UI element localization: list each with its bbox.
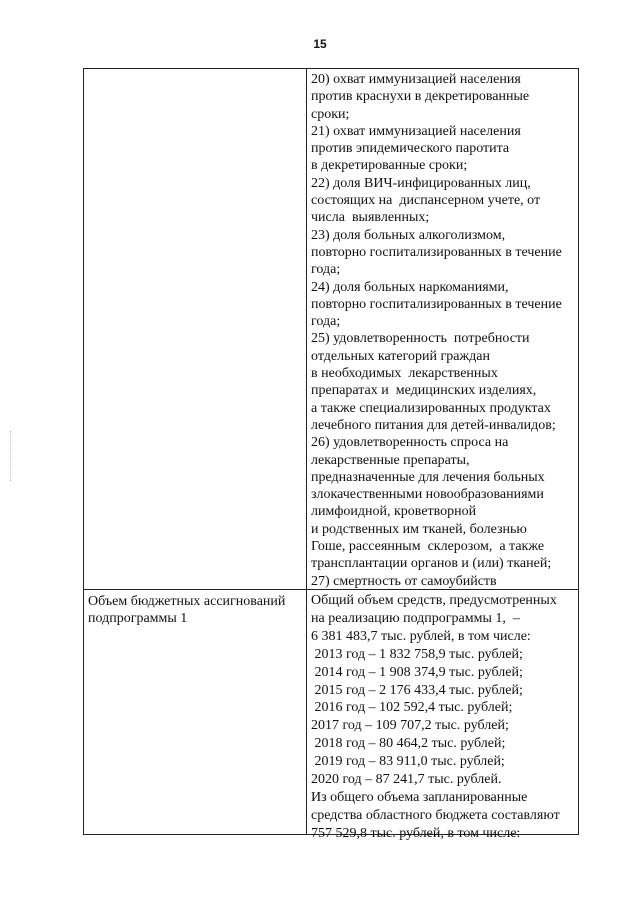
indicator-line: года; — [311, 314, 341, 330]
indicator-line: предназначенные для лечения больных — [311, 469, 545, 485]
indicator-line: 21) охват иммунизацией населения — [311, 123, 521, 139]
budget-value-line: на реализацию подпрограммы 1, – — [311, 610, 520, 626]
indicator-line: повторно госпитализированных в течение — [311, 244, 562, 260]
indicator-line: и родственных им тканей, болезнью — [311, 521, 527, 537]
indicator-line: состоящих на диспансерном учете, от — [311, 193, 541, 209]
indicator-line: трансплантации органов и (или) тканей; — [311, 556, 552, 572]
indicator-line: числа выявленных; — [311, 210, 430, 226]
table-cell-budget-values — [307, 590, 578, 841]
budget-value-line: средства областного бюджета составляют — [311, 807, 560, 823]
indicator-line: года; — [311, 262, 341, 278]
table-row-indicators — [84, 69, 578, 590]
budget-value-line: 6 381 483,7 тыс. рублей, в том числе: — [311, 628, 531, 644]
indicator-line: 20) охват иммунизацией населения — [311, 72, 521, 87]
indicator-line: 27) смертность от самоубийств — [311, 573, 497, 589]
table-cell-empty-label — [84, 69, 307, 589]
indicator-line: 24) доля больных наркоманиями, — [311, 279, 509, 295]
budget-value-line: 2020 год – 87 241,7 тыс. рублей. — [311, 772, 502, 788]
indicators-text — [311, 71, 562, 590]
budget-value-line: 2018 год – 80 464,2 тыс. рублей; — [311, 736, 506, 752]
budget-value-line: 2017 год – 109 707,2 тыс. рублей; — [311, 718, 509, 734]
indicator-line: злокачественными новообразованиями — [311, 487, 544, 503]
budget-value-line: Общий объем средств, предусмотренных — [311, 593, 557, 608]
program-passport-table — [83, 68, 579, 841]
table-cell-budget-label — [84, 590, 307, 834]
indicator-line: препаратах и медицинских изделиях, — [311, 383, 537, 399]
budget-value-line: Из общего объема запланированные — [311, 789, 528, 805]
budget-value-line: 2015 год – 2 176 433,4 тыс. рублей; — [311, 682, 523, 698]
scan-margin-mark — [10, 431, 13, 481]
indicator-line: а также специализированных продуктах — [311, 400, 551, 416]
indicator-line: сроки; — [311, 106, 350, 122]
budget-value-line: 2019 год – 83 911,0 тыс. рублей; — [311, 754, 505, 770]
indicator-line: отдельных категорий граждан — [311, 348, 490, 364]
indicator-line: Гоше, рассеянным склерозом, а также — [311, 539, 545, 555]
budget-value-line: 2014 год – 1 908 374,9 тыс. рублей; — [311, 664, 523, 680]
indicator-line: лимфоидной, кроветворной — [311, 504, 477, 520]
budget-values-text — [311, 592, 560, 843]
indicator-line: против эпидемического паротита — [311, 141, 510, 157]
page-number: 15 — [313, 37, 327, 51]
budget-label-line: подпрограммы 1 — [88, 611, 188, 626]
indicator-line: лекарственные препараты, — [311, 452, 470, 468]
indicator-line: 25) удовлетворенность потребности — [311, 331, 530, 347]
indicator-line: 23) доля больных алкоголизмом, — [311, 227, 506, 243]
indicator-line: 26) удовлетворенность спроса на — [311, 435, 509, 451]
indicator-line: повторно госпитализированных в течение — [311, 296, 562, 312]
budget-value-line: 2016 год – 102 592,4 тыс. рублей; — [311, 700, 513, 716]
budget-label-line: Объем бюджетных ассигнований — [88, 594, 286, 609]
indicator-line: в необходимых лекарственных — [311, 366, 498, 382]
budget-label-text — [88, 593, 285, 627]
indicator-line: в декретированные сроки; — [311, 158, 468, 174]
indicator-line: против краснухи в декретированные — [311, 89, 530, 105]
budget-value-line: 2013 год – 1 832 758,9 тыс. рублей; — [311, 646, 523, 662]
indicator-line: лечебного питания для детей-инвалидов; — [311, 417, 556, 433]
budget-value-line: 757 529,8 тыс. рублей, в том числе: — [311, 825, 521, 841]
table-row-budget — [84, 590, 578, 841]
table-cell-indicators — [307, 69, 578, 589]
indicator-line: 22) доля ВИЧ-инфицированных лиц, — [311, 175, 531, 191]
